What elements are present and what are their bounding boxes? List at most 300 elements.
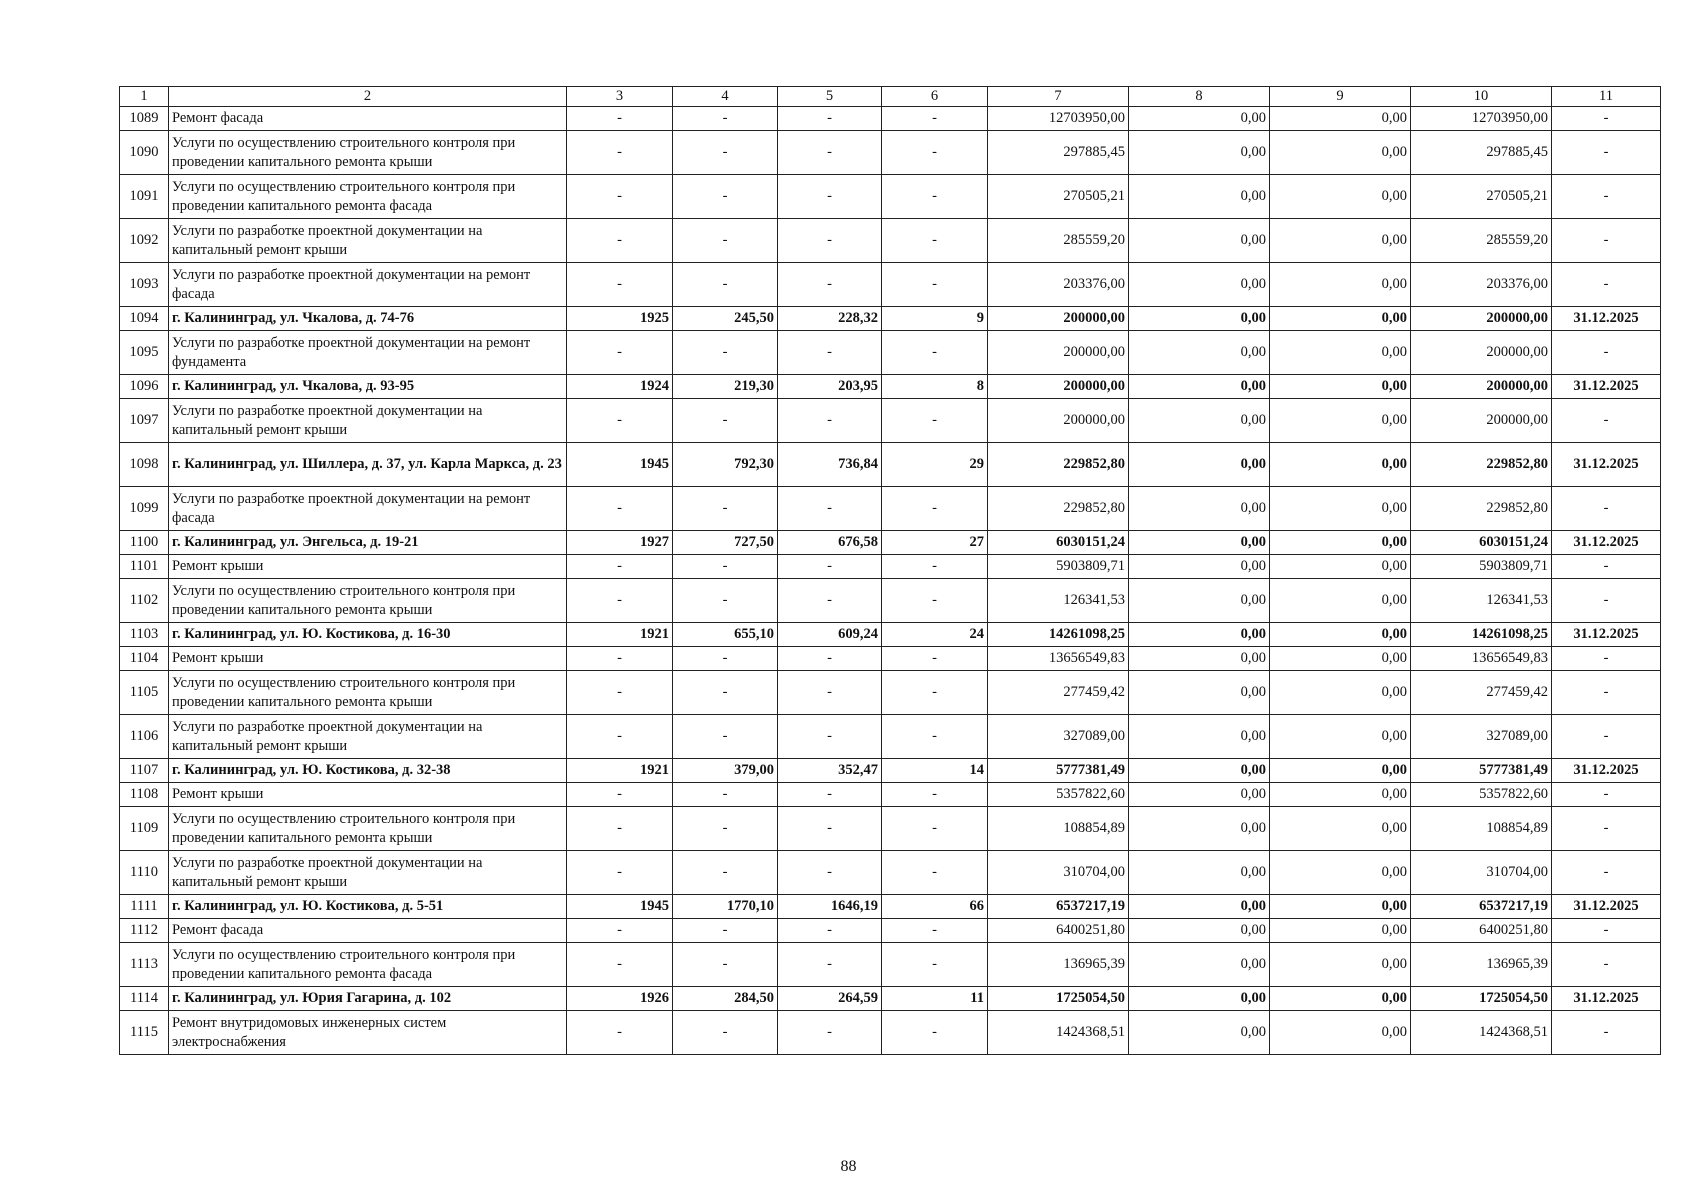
work-row [120, 107, 1661, 131]
cell-col-6: - [882, 715, 988, 759]
cell-col-8: 0,00 [1129, 851, 1270, 895]
cell-col-9: 0,00 [1270, 399, 1411, 443]
cell-col-7: 200000,00 [988, 399, 1129, 443]
cell-col-4: 219,30 [673, 375, 778, 399]
cell-col-6: - [882, 579, 988, 623]
cell-col-1: 1099 [120, 487, 169, 531]
cell-col-3: - [567, 131, 673, 175]
work-row [120, 807, 1661, 851]
cell-col-5: - [778, 131, 882, 175]
cell-col-9: 0,00 [1270, 783, 1411, 807]
cell-col-5: - [778, 1011, 882, 1055]
cell-col-5: - [778, 851, 882, 895]
work-row [120, 783, 1661, 807]
cell-col-11: - [1552, 263, 1661, 307]
cell-col-5: 203,95 [778, 375, 882, 399]
cell-col-4: - [673, 131, 778, 175]
address-row [120, 531, 1661, 555]
cell-col-9: 0,00 [1270, 715, 1411, 759]
cell-col-8: 0,00 [1129, 487, 1270, 531]
cell-col-11: - [1552, 331, 1661, 375]
cell-col-4: - [673, 175, 778, 219]
cell-col-10: 229852,80 [1411, 443, 1552, 487]
column-number-5: 5 [778, 87, 882, 107]
column-number-6: 6 [882, 87, 988, 107]
works-table [119, 86, 1661, 1055]
cell-col-11: 31.12.2025 [1552, 895, 1661, 919]
column-number-10: 10 [1411, 87, 1552, 107]
cell-col-4: - [673, 555, 778, 579]
cell-col-1: 1109 [120, 807, 169, 851]
cell-col-11: - [1552, 943, 1661, 987]
cell-col-9: 0,00 [1270, 107, 1411, 131]
cell-col-7: 5903809,71 [988, 555, 1129, 579]
cell-col-2: Ремонт фасада [169, 107, 567, 131]
cell-col-6: - [882, 671, 988, 715]
cell-col-10: 108854,89 [1411, 807, 1552, 851]
cell-col-11: 31.12.2025 [1552, 987, 1661, 1011]
cell-col-7: 277459,42 [988, 671, 1129, 715]
cell-col-9: 0,00 [1270, 443, 1411, 487]
cell-col-2: Услуги по разработке проектной документации на капитальный ремонт крыши [169, 219, 567, 263]
cell-col-9: 0,00 [1270, 987, 1411, 1011]
cell-col-1: 1108 [120, 783, 169, 807]
cell-col-2: Услуги по разработке проектной документации на ремонт фасада [169, 263, 567, 307]
cell-col-10: 126341,53 [1411, 579, 1552, 623]
cell-col-7: 6400251,80 [988, 919, 1129, 943]
cell-col-3: 1921 [567, 623, 673, 647]
cell-col-2: Услуги по разработке проектной документации на капитальный ремонт крыши [169, 399, 567, 443]
cell-col-1: 1096 [120, 375, 169, 399]
cell-col-3: - [567, 671, 673, 715]
cell-col-8: 0,00 [1129, 307, 1270, 331]
cell-col-6: 8 [882, 375, 988, 399]
cell-col-8: 0,00 [1129, 175, 1270, 219]
cell-col-6: - [882, 1011, 988, 1055]
cell-col-3: - [567, 555, 673, 579]
cell-col-6: - [882, 555, 988, 579]
cell-col-9: 0,00 [1270, 919, 1411, 943]
cell-col-6: 29 [882, 443, 988, 487]
cell-col-11: 31.12.2025 [1552, 623, 1661, 647]
cell-col-2: г. Калининград, ул. Шиллера, д. 37, ул. Карла Маркса, д. 23 [169, 443, 567, 487]
cell-col-10: 6030151,24 [1411, 531, 1552, 555]
cell-col-10: 136965,39 [1411, 943, 1552, 987]
cell-col-11: - [1552, 647, 1661, 671]
cell-col-10: 270505,21 [1411, 175, 1552, 219]
cell-col-7: 200000,00 [988, 375, 1129, 399]
cell-col-7: 203376,00 [988, 263, 1129, 307]
cell-col-2: г. Калининград, ул. Ю. Костикова, д. 16-30 [169, 623, 567, 647]
column-number-7: 7 [988, 87, 1129, 107]
cell-col-11: 31.12.2025 [1552, 307, 1661, 331]
cell-col-7: 12703950,00 [988, 107, 1129, 131]
cell-col-7: 327089,00 [988, 715, 1129, 759]
address-row [120, 987, 1661, 1011]
cell-col-3: - [567, 943, 673, 987]
cell-col-9: 0,00 [1270, 623, 1411, 647]
cell-col-7: 200000,00 [988, 307, 1129, 331]
work-row [120, 851, 1661, 895]
cell-col-11: - [1552, 783, 1661, 807]
cell-col-1: 1102 [120, 579, 169, 623]
cell-col-4: - [673, 107, 778, 131]
cell-col-5: 264,59 [778, 987, 882, 1011]
cell-col-3: 1925 [567, 307, 673, 331]
cell-col-4: 655,10 [673, 623, 778, 647]
column-number-2: 2 [169, 87, 567, 107]
cell-col-6: 11 [882, 987, 988, 1011]
cell-col-2: Услуги по осуществлению строительного контроля при проведении капитального ремонта крыши [169, 671, 567, 715]
work-row [120, 555, 1661, 579]
cell-col-10: 297885,45 [1411, 131, 1552, 175]
work-row [120, 943, 1661, 987]
cell-col-4: - [673, 671, 778, 715]
cell-col-5: 352,47 [778, 759, 882, 783]
cell-col-10: 229852,80 [1411, 487, 1552, 531]
cell-col-8: 0,00 [1129, 895, 1270, 919]
cell-col-3: - [567, 579, 673, 623]
cell-col-11: 31.12.2025 [1552, 375, 1661, 399]
cell-col-1: 1107 [120, 759, 169, 783]
cell-col-3: 1945 [567, 895, 673, 919]
cell-col-8: 0,00 [1129, 671, 1270, 715]
cell-col-10: 6400251,80 [1411, 919, 1552, 943]
cell-col-5: - [778, 671, 882, 715]
cell-col-11: - [1552, 715, 1661, 759]
cell-col-9: 0,00 [1270, 131, 1411, 175]
work-row [120, 219, 1661, 263]
cell-col-11: 31.12.2025 [1552, 759, 1661, 783]
cell-col-1: 1111 [120, 895, 169, 919]
work-row [120, 671, 1661, 715]
cell-col-1: 1105 [120, 671, 169, 715]
cell-col-8: 0,00 [1129, 219, 1270, 263]
cell-col-6: - [882, 107, 988, 131]
cell-col-2: Услуги по осуществлению строительного контроля при проведении капитального ремонта крыши [169, 131, 567, 175]
cell-col-4: 727,50 [673, 531, 778, 555]
cell-col-8: 0,00 [1129, 647, 1270, 671]
cell-col-1: 1094 [120, 307, 169, 331]
cell-col-8: 0,00 [1129, 807, 1270, 851]
cell-col-5: - [778, 399, 882, 443]
cell-col-6: 14 [882, 759, 988, 783]
address-row [120, 375, 1661, 399]
cell-col-8: 0,00 [1129, 919, 1270, 943]
cell-col-8: 0,00 [1129, 399, 1270, 443]
cell-col-7: 5357822,60 [988, 783, 1129, 807]
cell-col-4: - [673, 715, 778, 759]
cell-col-2: г. Калининград, ул. Энгельса, д. 19-21 [169, 531, 567, 555]
cell-col-11: 31.12.2025 [1552, 443, 1661, 487]
work-row [120, 399, 1661, 443]
cell-col-10: 200000,00 [1411, 331, 1552, 375]
cell-col-9: 0,00 [1270, 943, 1411, 987]
cell-col-4: - [673, 783, 778, 807]
cell-col-3: - [567, 399, 673, 443]
cell-col-7: 136965,39 [988, 943, 1129, 987]
cell-col-5: - [778, 647, 882, 671]
work-row [120, 131, 1661, 175]
cell-col-1: 1110 [120, 851, 169, 895]
cell-col-11: - [1552, 555, 1661, 579]
cell-col-3: 1927 [567, 531, 673, 555]
cell-col-8: 0,00 [1129, 943, 1270, 987]
cell-col-6: - [882, 807, 988, 851]
cell-col-3: - [567, 1011, 673, 1055]
cell-col-11: 31.12.2025 [1552, 531, 1661, 555]
cell-col-5: - [778, 331, 882, 375]
cell-col-10: 277459,42 [1411, 671, 1552, 715]
cell-col-2: г. Калининград, ул. Ю. Костикова, д. 32-38 [169, 759, 567, 783]
cell-col-7: 6030151,24 [988, 531, 1129, 555]
cell-col-1: 1101 [120, 555, 169, 579]
cell-col-9: 0,00 [1270, 531, 1411, 555]
cell-col-7: 6537217,19 [988, 895, 1129, 919]
cell-col-7: 270505,21 [988, 175, 1129, 219]
cell-col-1: 1092 [120, 219, 169, 263]
cell-col-4: 1770,10 [673, 895, 778, 919]
cell-col-6: - [882, 851, 988, 895]
cell-col-7: 14261098,25 [988, 623, 1129, 647]
cell-col-2: Ремонт крыши [169, 555, 567, 579]
cell-col-1: 1098 [120, 443, 169, 487]
cell-col-11: - [1552, 1011, 1661, 1055]
cell-col-1: 1100 [120, 531, 169, 555]
column-number-row [120, 87, 1661, 107]
cell-col-6: - [882, 919, 988, 943]
cell-col-3: 1945 [567, 443, 673, 487]
cell-col-1: 1113 [120, 943, 169, 987]
cell-col-3: - [567, 331, 673, 375]
cell-col-2: Услуги по осуществлению строительного контроля при проведении капитального ремонта фасада [169, 943, 567, 987]
cell-col-3: - [567, 219, 673, 263]
cell-col-3: - [567, 919, 673, 943]
cell-col-10: 310704,00 [1411, 851, 1552, 895]
cell-col-10: 14261098,25 [1411, 623, 1552, 647]
cell-col-6: - [882, 131, 988, 175]
cell-col-8: 0,00 [1129, 263, 1270, 307]
cell-col-10: 5357822,60 [1411, 783, 1552, 807]
work-row [120, 647, 1661, 671]
cell-col-9: 0,00 [1270, 175, 1411, 219]
address-row [120, 895, 1661, 919]
cell-col-2: Услуги по разработке проектной документации на капитальный ремонт крыши [169, 715, 567, 759]
cell-col-5: - [778, 219, 882, 263]
cell-col-8: 0,00 [1129, 531, 1270, 555]
cell-col-6: - [882, 219, 988, 263]
cell-col-6: - [882, 943, 988, 987]
cell-col-3: 1921 [567, 759, 673, 783]
cell-col-2: Ремонт крыши [169, 647, 567, 671]
cell-col-10: 5777381,49 [1411, 759, 1552, 783]
cell-col-6: - [882, 175, 988, 219]
cell-col-8: 0,00 [1129, 987, 1270, 1011]
cell-col-2: г. Калининград, ул. Чкалова, д. 74-76 [169, 307, 567, 331]
cell-col-4: - [673, 487, 778, 531]
cell-col-3: - [567, 263, 673, 307]
cell-col-7: 229852,80 [988, 487, 1129, 531]
cell-col-5: - [778, 555, 882, 579]
cell-col-7: 200000,00 [988, 331, 1129, 375]
cell-col-9: 0,00 [1270, 331, 1411, 375]
cell-col-2: Услуги по разработке проектной документации на капитальный ремонт крыши [169, 851, 567, 895]
cell-col-10: 12703950,00 [1411, 107, 1552, 131]
cell-col-5: - [778, 943, 882, 987]
cell-col-4: 792,30 [673, 443, 778, 487]
cell-col-7: 13656549,83 [988, 647, 1129, 671]
cell-col-10: 13656549,83 [1411, 647, 1552, 671]
cell-col-8: 0,00 [1129, 579, 1270, 623]
cell-col-3: - [567, 783, 673, 807]
cell-col-2: Услуги по разработке проектной документации на ремонт фундамента [169, 331, 567, 375]
cell-col-3: - [567, 647, 673, 671]
cell-col-3: 1924 [567, 375, 673, 399]
address-row [120, 443, 1661, 487]
work-row [120, 715, 1661, 759]
cell-col-11: - [1552, 175, 1661, 219]
cell-col-6: - [882, 331, 988, 375]
cell-col-7: 297885,45 [988, 131, 1129, 175]
cell-col-3: - [567, 107, 673, 131]
cell-col-1: 1090 [120, 131, 169, 175]
work-row [120, 175, 1661, 219]
cell-col-3: 1926 [567, 987, 673, 1011]
cell-col-9: 0,00 [1270, 807, 1411, 851]
cell-col-5: - [778, 487, 882, 531]
cell-col-7: 285559,20 [988, 219, 1129, 263]
cell-col-6: 66 [882, 895, 988, 919]
cell-col-10: 200000,00 [1411, 307, 1552, 331]
cell-col-2: Услуги по осуществлению строительного контроля при проведении капитального ремонта фасада [169, 175, 567, 219]
cell-col-4: - [673, 919, 778, 943]
cell-col-5: - [778, 263, 882, 307]
cell-col-1: 1093 [120, 263, 169, 307]
cell-col-9: 0,00 [1270, 759, 1411, 783]
cell-col-8: 0,00 [1129, 715, 1270, 759]
work-row [120, 579, 1661, 623]
cell-col-1: 1091 [120, 175, 169, 219]
cell-col-4: - [673, 219, 778, 263]
cell-col-7: 1725054,50 [988, 987, 1129, 1011]
cell-col-8: 0,00 [1129, 759, 1270, 783]
cell-col-9: 0,00 [1270, 555, 1411, 579]
cell-col-9: 0,00 [1270, 219, 1411, 263]
cell-col-2: Услуги по осуществлению строительного контроля при проведении капитального ремонта крыши [169, 807, 567, 851]
column-number-4: 4 [673, 87, 778, 107]
cell-col-8: 0,00 [1129, 107, 1270, 131]
cell-col-3: - [567, 487, 673, 531]
work-row [120, 919, 1661, 943]
cell-col-11: - [1552, 851, 1661, 895]
cell-col-10: 285559,20 [1411, 219, 1552, 263]
cell-col-4: - [673, 263, 778, 307]
cell-col-1: 1097 [120, 399, 169, 443]
cell-col-6: 27 [882, 531, 988, 555]
cell-col-11: - [1552, 579, 1661, 623]
cell-col-7: 1424368,51 [988, 1011, 1129, 1055]
cell-col-2: г. Калининград, ул. Юрия Гагарина, д. 102 [169, 987, 567, 1011]
cell-col-9: 0,00 [1270, 579, 1411, 623]
cell-col-9: 0,00 [1270, 307, 1411, 331]
work-row [120, 263, 1661, 307]
cell-col-1: 1106 [120, 715, 169, 759]
cell-col-9: 0,00 [1270, 375, 1411, 399]
column-number-1: 1 [120, 87, 169, 107]
cell-col-7: 5777381,49 [988, 759, 1129, 783]
cell-col-8: 0,00 [1129, 623, 1270, 647]
cell-col-5: - [778, 579, 882, 623]
cell-col-6: - [882, 399, 988, 443]
cell-col-1: 1103 [120, 623, 169, 647]
cell-col-4: - [673, 851, 778, 895]
cell-col-9: 0,00 [1270, 851, 1411, 895]
cell-col-4: - [673, 331, 778, 375]
cell-col-2: Ремонт внутридомовых инженерных систем электроснабжения [169, 1011, 567, 1055]
cell-col-6: 24 [882, 623, 988, 647]
cell-col-5: - [778, 807, 882, 851]
cell-col-2: Ремонт крыши [169, 783, 567, 807]
cell-col-4: - [673, 399, 778, 443]
column-number-8: 8 [1129, 87, 1270, 107]
cell-col-1: 1112 [120, 919, 169, 943]
cell-col-11: - [1552, 219, 1661, 263]
cell-col-9: 0,00 [1270, 487, 1411, 531]
work-row [120, 331, 1661, 375]
cell-col-2: г. Калининград, ул. Чкалова, д. 93-95 [169, 375, 567, 399]
cell-col-1: 1089 [120, 107, 169, 131]
column-number-11: 11 [1552, 87, 1661, 107]
cell-col-6: - [882, 487, 988, 531]
cell-col-10: 1424368,51 [1411, 1011, 1552, 1055]
cell-col-6: - [882, 783, 988, 807]
cell-col-10: 203376,00 [1411, 263, 1552, 307]
cell-col-1: 1114 [120, 987, 169, 1011]
cell-col-3: - [567, 715, 673, 759]
cell-col-4: 379,00 [673, 759, 778, 783]
cell-col-5: 676,58 [778, 531, 882, 555]
page-number: 88 [840, 1158, 857, 1175]
cell-col-11: - [1552, 919, 1661, 943]
cell-col-4: - [673, 579, 778, 623]
work-row [120, 1011, 1661, 1055]
cell-col-11: - [1552, 399, 1661, 443]
cell-col-5: 736,84 [778, 443, 882, 487]
cell-col-5: - [778, 107, 882, 131]
cell-col-5: 228,32 [778, 307, 882, 331]
cell-col-10: 327089,00 [1411, 715, 1552, 759]
cell-col-5: - [778, 715, 882, 759]
cell-col-11: - [1552, 671, 1661, 715]
cell-col-1: 1095 [120, 331, 169, 375]
cell-col-11: - [1552, 807, 1661, 851]
cell-col-7: 310704,00 [988, 851, 1129, 895]
cell-col-1: 1104 [120, 647, 169, 671]
cell-col-4: - [673, 807, 778, 851]
address-row [120, 307, 1661, 331]
cell-col-11: - [1552, 131, 1661, 175]
cell-col-5: 609,24 [778, 623, 882, 647]
cell-col-2: г. Калининград, ул. Ю. Костикова, д. 5-51 [169, 895, 567, 919]
cell-col-7: 229852,80 [988, 443, 1129, 487]
cell-col-3: - [567, 851, 673, 895]
cell-col-8: 0,00 [1129, 375, 1270, 399]
cell-col-9: 0,00 [1270, 895, 1411, 919]
cell-col-9: 0,00 [1270, 1011, 1411, 1055]
column-number-9: 9 [1270, 87, 1411, 107]
cell-col-2: Услуги по разработке проектной документации на ремонт фасада [169, 487, 567, 531]
address-row [120, 623, 1661, 647]
